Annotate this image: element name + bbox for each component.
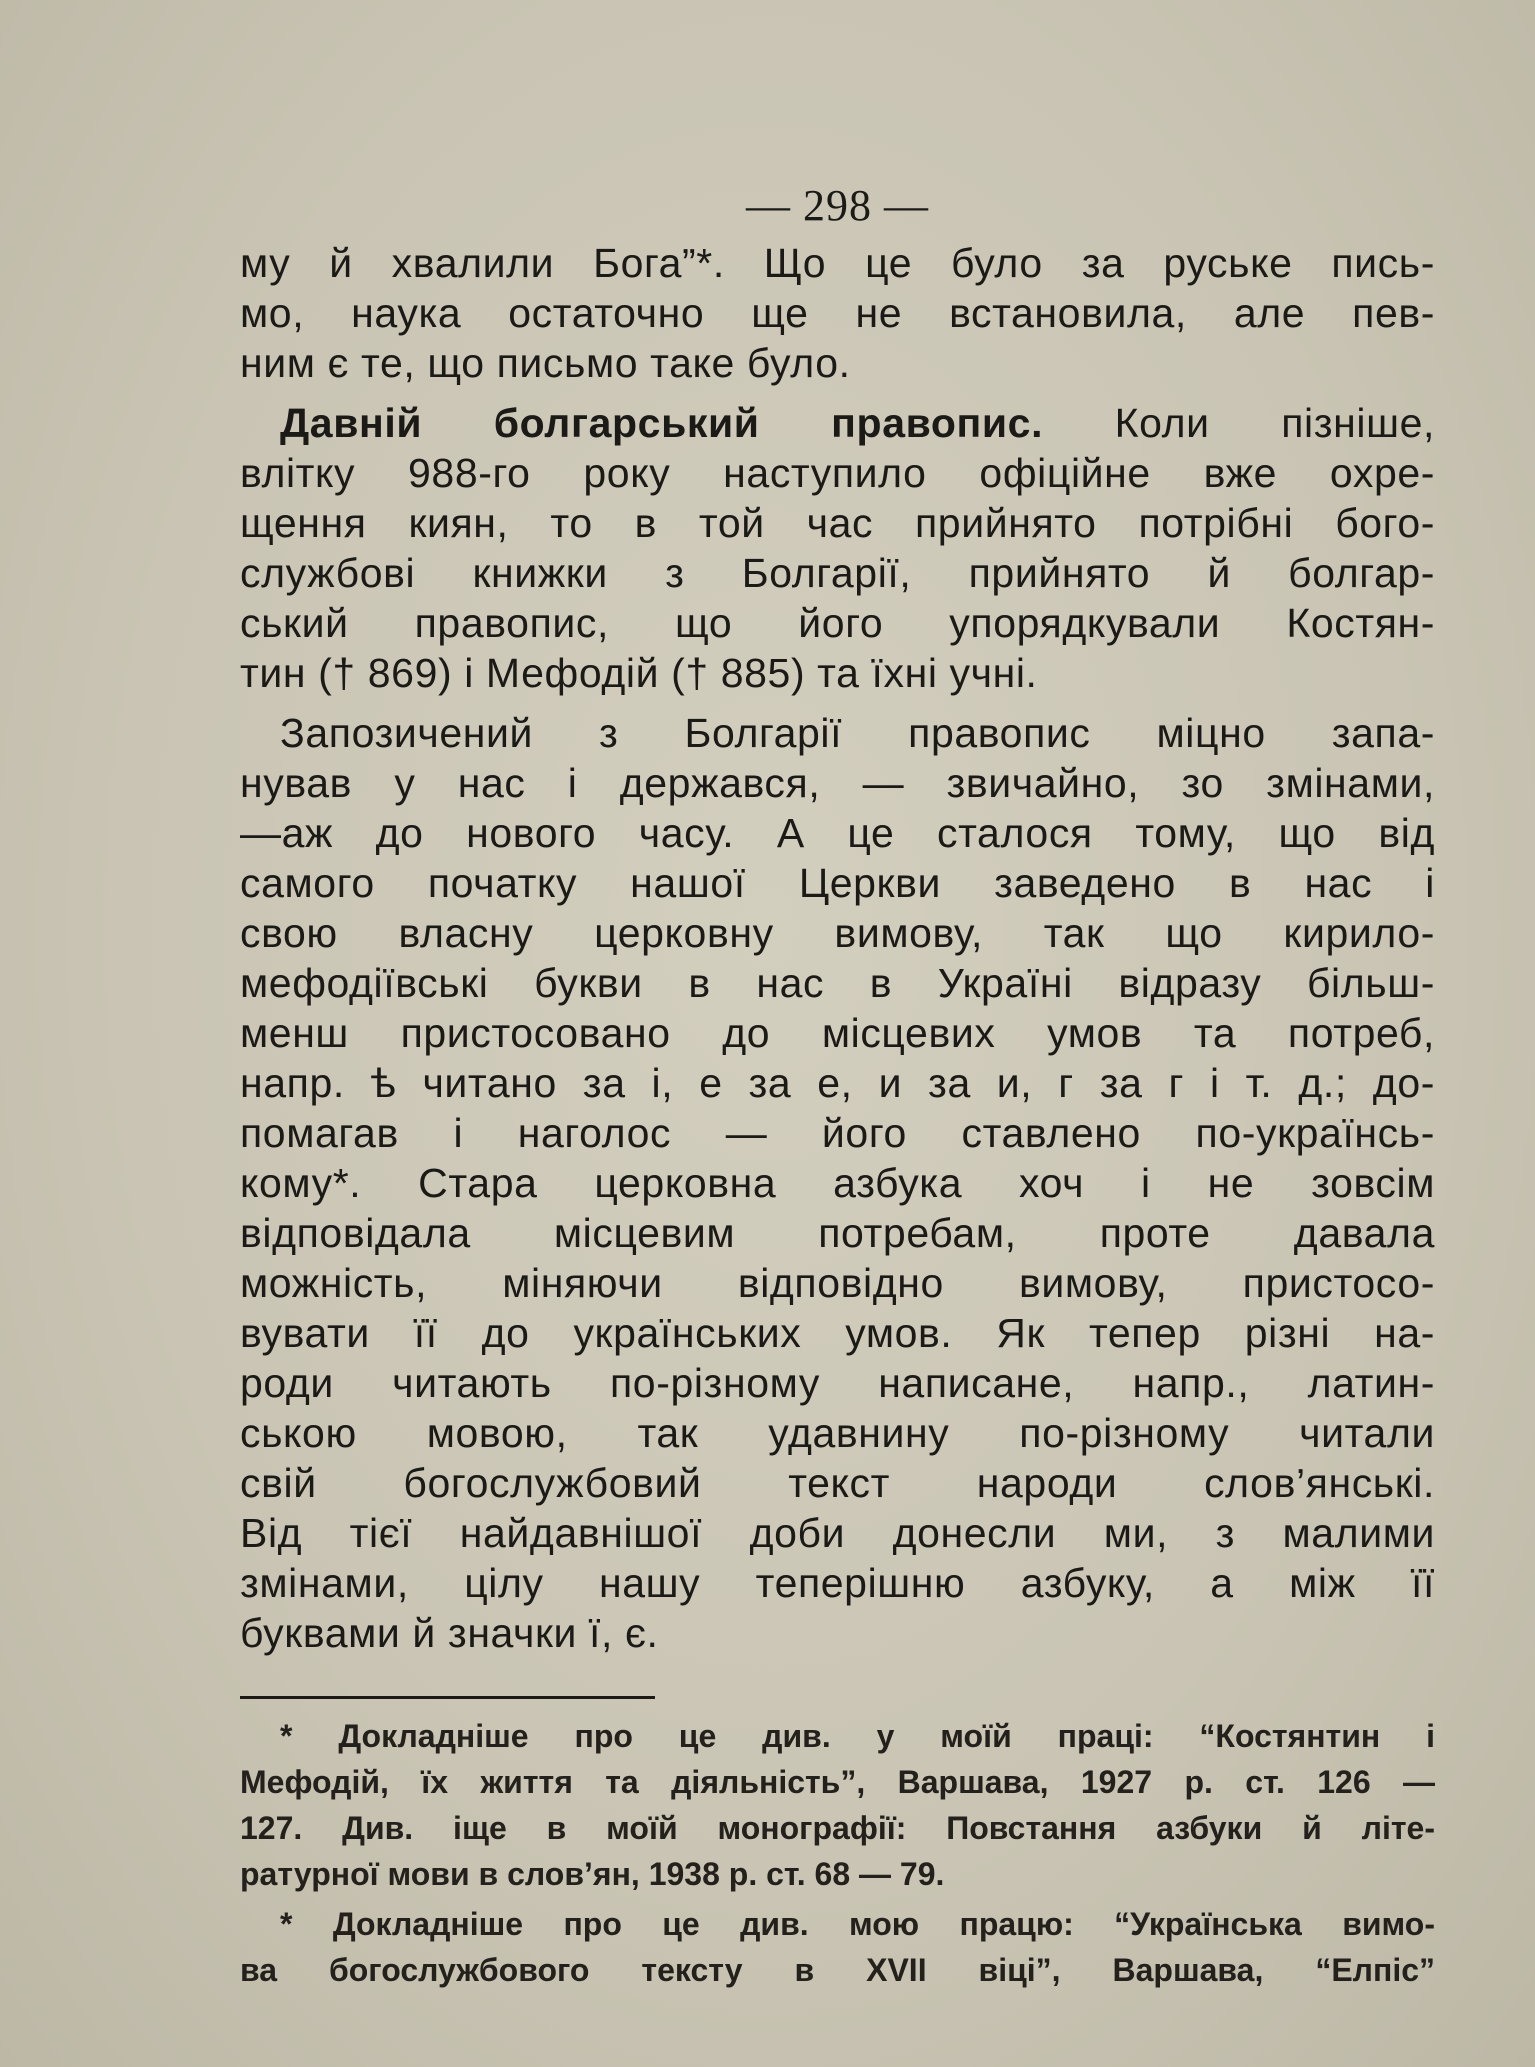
- text-line: самого початку нашої Церкви заведено в нас і: [240, 860, 1435, 906]
- paragraph-3: [240, 708, 1435, 1658]
- text-line: роди читають по-різному написане, напр., латин-: [240, 1360, 1435, 1406]
- text-line: тин († 869) і Мефодій († 885) та їхні учні.: [240, 650, 1038, 696]
- text-line: напр. ѣ читано за і, е за е, и за и, г за г і т. д.; до-: [240, 1060, 1435, 1106]
- text-line: менш пристосовано до місцевих умов та потреб,: [240, 1010, 1435, 1056]
- text-line: ською мовою, так удавнину по-різному читали: [240, 1410, 1435, 1456]
- text-block: [240, 180, 1435, 1993]
- footnote-line: ратурної мови в слов’ян, 1938 р. ст. 68 — 79.: [240, 1856, 945, 1892]
- text-line: щення киян, то в той час прийнято потрібні бого-: [240, 500, 1435, 546]
- text-line: мефодіївські букви в нас в Україні відразу більш-: [240, 960, 1435, 1006]
- footnote-line: * Докладніше про це див. у моїй праці: “Костянтин і: [280, 1718, 1435, 1754]
- text-line: мо, наука остаточно ще не встановила, але пев-: [240, 290, 1435, 336]
- text-line: свою власну церковну вимову, так що кирило-: [240, 910, 1435, 956]
- text-line: буквами й значки ї, є.: [240, 1610, 659, 1656]
- footnote-divider: [240, 1696, 655, 1699]
- footnote-line: 127. Див. іще в моїй монографії: Повстання азбуки й літе-: [240, 1810, 1435, 1846]
- text-line: відповідала місцевим потребам, проте давала: [240, 1210, 1435, 1256]
- text-line: ним є те, що письмо таке було.: [240, 340, 851, 386]
- footnote-1: [240, 1713, 1435, 1897]
- footnote-line: Мефодій, їх життя та діяльність”, Варшава, 1927 р. ст. 126 —: [240, 1764, 1435, 1800]
- text-line: Запозичений з Болгарії правопис міцно запа-: [280, 710, 1435, 756]
- footnote-line: * Докладніше про це див. мою працю: “Українська вимо-: [280, 1906, 1435, 1942]
- text-line: Від тієї найдавнішої доби донесли ми, з малими: [240, 1510, 1435, 1556]
- footnote-line: ва богослужбового тексту в XVII віці”, Варшава, “Елпіс”: [240, 1952, 1435, 1988]
- text-line: му й хвалили Бога”*. Що це було за руське пись-: [240, 240, 1435, 286]
- text-line: влітку 988-го року наступило офіційне вже охре-: [240, 450, 1435, 496]
- text-line: змінами, цілу нашу теперішню азбуку, а між її: [240, 1560, 1435, 1606]
- text-fragment: Коли пізніше,: [1043, 400, 1435, 446]
- page-number: — 298 —: [746, 181, 929, 230]
- text-line: кому*. Стара церковна азбука хоч і не зовсім: [240, 1160, 1435, 1206]
- text-line: [240, 398, 1435, 448]
- section-heading: Давній болгарський правопис.: [280, 400, 1044, 446]
- text-line: —аж до нового часу. А це сталося тому, що від: [240, 810, 1435, 856]
- text-line: ський правопис, що його упорядкували Костян-: [240, 600, 1435, 646]
- text-line: свій богослужбовий текст народи слов’янські.: [240, 1460, 1435, 1506]
- text-line: службові книжки з Болгарії, прийнято й болгар-: [240, 550, 1435, 596]
- text-line: нував у нас і держався, — звичайно, зо змінами,: [240, 760, 1435, 806]
- text-line: можність, міняючи відповідно вимову, пристосо-: [240, 1260, 1435, 1306]
- paragraph-2: [240, 398, 1435, 698]
- text-line: помагав і наголос — його ставлено по-українсь-: [240, 1110, 1435, 1156]
- text-line: вувати її до українських умов. Як тепер різні на-: [240, 1310, 1435, 1356]
- footnote-2: [240, 1901, 1435, 1993]
- paragraph-1: [240, 238, 1435, 388]
